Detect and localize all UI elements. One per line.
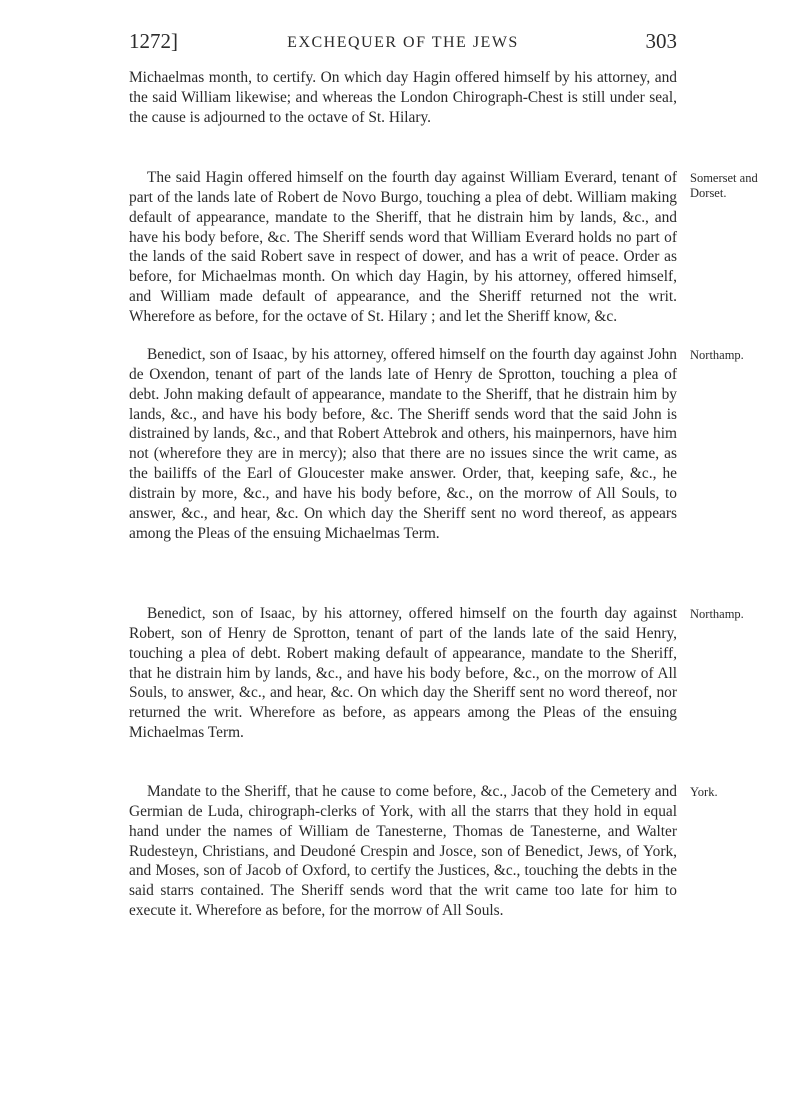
running-head [129, 26, 677, 56]
margin-note-county: Somerset and Dorset. [690, 171, 758, 200]
page-number: 303 [645, 29, 677, 53]
paragraph-york: Mandate to the Sheriff, that he cause to come before, &c., Jacob of the Cemetery and Germian de Luda, chirograph-clerks of York, with all the starrs that they hold in equal hand under the names of William de Tanesterne, Thomas de Tanesterne, and Walter Rudesteyn, Christians, and Deudoné Crespin and Josce, son of Benedict, Jews, of York, and Moses, son of Jacob of Oxford, to certify the Justices, &c., touching the debts in the said starrs contained. The Sheriff sends word that the writ came too late for him to execute it. Wherefore as before, for the morrow of All Souls. [129, 783, 677, 920]
paragraph-continuation: Michaelmas month, to certify. On which day Hagin offered himself by his attorney, and the said William likewise; and whereas the London Chirograph-Chest is still under seal, the cause is adjourned to the octave of St. Hilary. [129, 69, 677, 126]
paragraph-somerset-dorset: The said Hagin offered himself on the fourth day against William Everard, tenant of part of the lands late of Robert de Novo Burgo, touching a plea of debt. William making default of appearance, mandate to the Sheriff, that he distrain him by lands, &c., and have his body before, &c. The Sheriff sends word that William Everard holds no part of the lands of the said Robert save in respect of dower, and has a writ of peace. Order as before, for Michaelmas month. On which day Hagin, by his attorney, offered himself, and William made default of appearance, and the Sheriff returned not the writ. Wherefore as before, for the octave of St. Hilary ; and let the Sheriff know, &c. [129, 169, 677, 325]
paragraph-northamp-sprotton: Benedict, son of Isaac, by his attorney, offered himself on the fourth day against Robert, son of Henry de Sprotton, tenant of part of the lands late of the said Henry, touching a plea of debt. Robert making default of appearance, mandate to the Sheriff, that he distrain him by lands, &c., and have his body before, &c., on the morrow of All Souls, to answer, &c., and hear, &c. On which day the Sheriff sent no word thereof, nor returned the writ. Wherefore as before, as appears among the Pleas of the ensuing Michaelmas Term. [129, 605, 677, 742]
header-year: 1272] [129, 29, 178, 53]
header-title: EXCHEQUER OF THE JEWS [287, 34, 519, 51]
margin-note-county: Northamp. [690, 348, 744, 362]
margin-note-county: Northamp. [690, 607, 744, 621]
paragraph-northamp-oxendon: Benedict, son of Isaac, by his attorney, offered himself on the fourth day against John de Oxendon, tenant of part of the lands late of Henry de Sprotton, touching a plea of debt. John making default of appearance, mandate to the Sheriff, that he distrain him by lands, &c., and have his body before, &c. The Sheriff sends word that the said John is distrained by lands, &c., and that Robert Attebrok and others, his mainpernors, have him not (wherefore they are in mercy); also that there are no issues since the writ came, as the bailiffs of the Earl of Gloucester make answer. Order, that, keeping safe, &c., he distrain by more, &c., and have his body before, &c., on the morrow of All Souls, to answer, &c., and hear, &c. On which day the Sheriff sent no word thereof, as appears among the Pleas of the ensuing Michaelmas Term. [129, 346, 677, 542]
margin-note-county: York. [690, 785, 718, 799]
